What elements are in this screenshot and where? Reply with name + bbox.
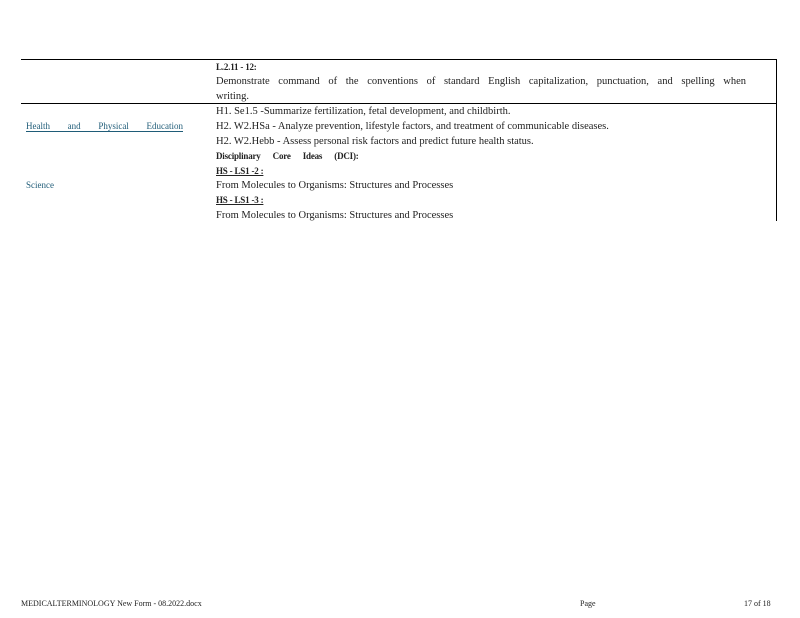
standard-text-line-2: writing. bbox=[216, 91, 249, 102]
dci-code-2-text: From Molecules to Organisms: Structures and Processes bbox=[216, 210, 454, 221]
subject-word: Physical bbox=[98, 121, 129, 131]
dci-code-2: HS - LS1 -3 : bbox=[216, 195, 264, 205]
footer-page-number: 17 of 18 bbox=[744, 599, 771, 608]
subject-science: Science bbox=[26, 180, 54, 190]
standard-code-l211: L.2.11 - 12: bbox=[216, 62, 257, 72]
health-standard-2: H2. W2.HSa - Analyze prevention, lifestyle factors, and treatment of communicable diseases. bbox=[216, 121, 609, 132]
footer-filename: MEDICALTERMINOLOGY New Form - 08.2022.docx bbox=[21, 599, 202, 608]
dci-code-1-text: From Molecules to Organisms: Structures and Processes bbox=[216, 180, 454, 191]
health-standard-3: H2. W2.Hebb - Assess personal risk factors and predict future health status. bbox=[216, 136, 534, 147]
dci-code-1: HS - LS1 -2 : bbox=[216, 166, 264, 176]
footer-page-label: Page bbox=[580, 599, 596, 608]
subject-word: Education bbox=[146, 121, 183, 131]
subject-word: and bbox=[67, 121, 81, 131]
subject-word: Health bbox=[26, 121, 50, 131]
subject-health-physical-education bbox=[26, 121, 183, 132]
dci-heading: Disciplinary Core Ideas (DCI): bbox=[216, 151, 359, 161]
standard-text-line-1: Demonstrate command of the conventions of standard English capitalization, punctuation, and spelling when bbox=[216, 76, 746, 87]
health-standard-1: H1. Se1.5 -Summarize fertilization, fetal development, and childbirth. bbox=[216, 106, 511, 117]
row-divider bbox=[21, 103, 777, 104]
